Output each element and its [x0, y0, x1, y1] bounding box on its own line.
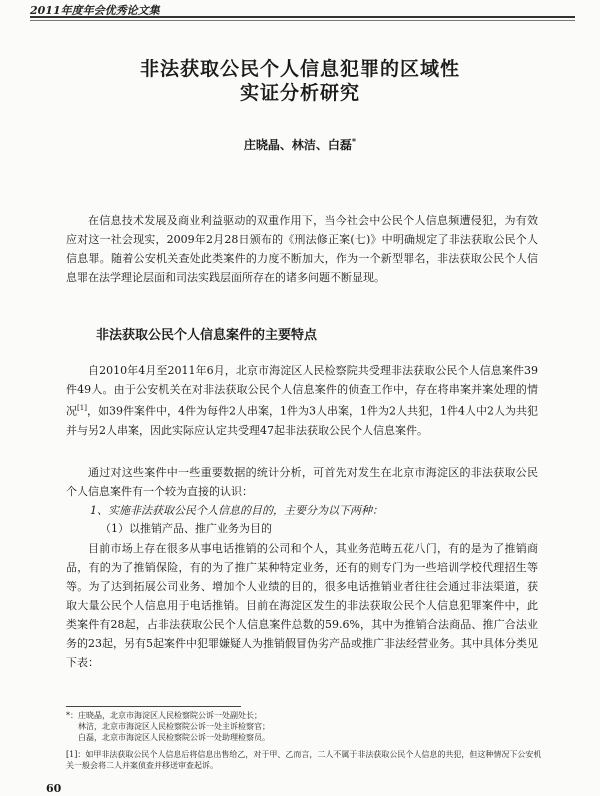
title-line-1: 非法获取公民个人信息犯罪的区域性	[139, 58, 460, 80]
header-rule	[30, 16, 575, 18]
footnote-1: [1]：如甲非法获取公民个人信息后将信息出售给乙，对于甲、乙而言，二人不属于非法获取公民个人信息的共犯，但这种情况下公安机关一般会将二人并案侦查并移送审查起诉。	[66, 750, 542, 770]
footnote-author-1: *：庄晓晶，北京市海淀区人民检察院公诉一处副处长；	[66, 711, 262, 720]
footnote-author-3: 白磊，北京市海淀区人民检察院公诉一处助理检察员。	[78, 733, 270, 742]
subheading-1: 1、实施非法获取公民个人信息的目的，主要分为以下两种：	[90, 504, 383, 517]
header-rule-thin	[30, 20, 575, 21]
authors-names: 庄晓晶、林洁、白磊	[243, 138, 352, 152]
paragraph-3: 目前市场上存在很多从事电话推销的公司和个人，其业务范畴五花八门，有的是为了推销商品，有的为了推销保险，有的为了推广某种特定业务，还有的则专门为一些培训学校代理招生等等。为了达到拓展公司业务、增加个人业绩的目的，很多电话推销业者往往会通过非法渠道，获取大量公民个人信息用于电话推销。目前在海淀区发生的非法获取公民个人信息犯罪案件中，此类案件有28起，占非法获取公民个人信息案件总数的59.6%，其中为推销合法商品、推广合法业务的23起，另有5起案件中犯罪嫌疑人为推销假冒伪劣产品或推广非法经营业务。其中具体分类见下表：	[66, 542, 538, 669]
authors-footnote-mark: *	[351, 136, 357, 146]
section-heading: 非法获取公民个人信息案件的主要特点	[96, 328, 318, 343]
footnote-ref-1: [1]	[77, 404, 87, 412]
intro-paragraph: 在信息技术发展及商业利益驱动的双重作用下，当今社会中公民个人信息频遭侵犯，为有效应对这一社会现实，2009年2月28日颁布的《刑法修正案(七)》中明确规定了非法获取公民个人信息罪。随着公安机关查处此类案件的力度不断加大，作为一个新型罪名，非法获取公民个人信息罪在法学理论层面和司法实践层面所存在的诸多问题不断显现。	[66, 214, 538, 284]
authors	[0, 136, 600, 153]
title-line-2: 实证分析研究	[239, 82, 360, 104]
paragraph-1	[66, 361, 538, 440]
paragraph-1-rest: ，如39件案件中，4件为每件2人串案，1件为3人串案，1件为2人共犯，1件4人中2人为共犯并与另2人串案，因此实际应认定共受理47起非法获取公民个人信息案件。	[66, 404, 539, 437]
subheading-2: （1）以推销产品、推广业务为目的	[100, 522, 272, 535]
page-number: 60	[46, 782, 62, 795]
paragraph-2: 通过对这些案件中一些重要数据的统计分析，可首先对发生在北京市海淀区的非法获取公民个人信息案件有一个较为直接的认识：	[66, 466, 538, 498]
footnote-rule	[66, 706, 241, 707]
paragraph-1-text: 自2010年4月至2011年6月，北京市海淀区人民检察院共受理非法获取公民个人信息案件39件49人。由于公安机关在对非法获取公民个人信息案件的侦查工作中，存在将串案并案处理的情况	[66, 364, 538, 418]
running-header: 2011年度年会优秀论文集	[30, 4, 160, 17]
footnote-author-2: 林洁，北京市海淀区人民检察院公诉一处主诉检察官；	[78, 722, 270, 731]
